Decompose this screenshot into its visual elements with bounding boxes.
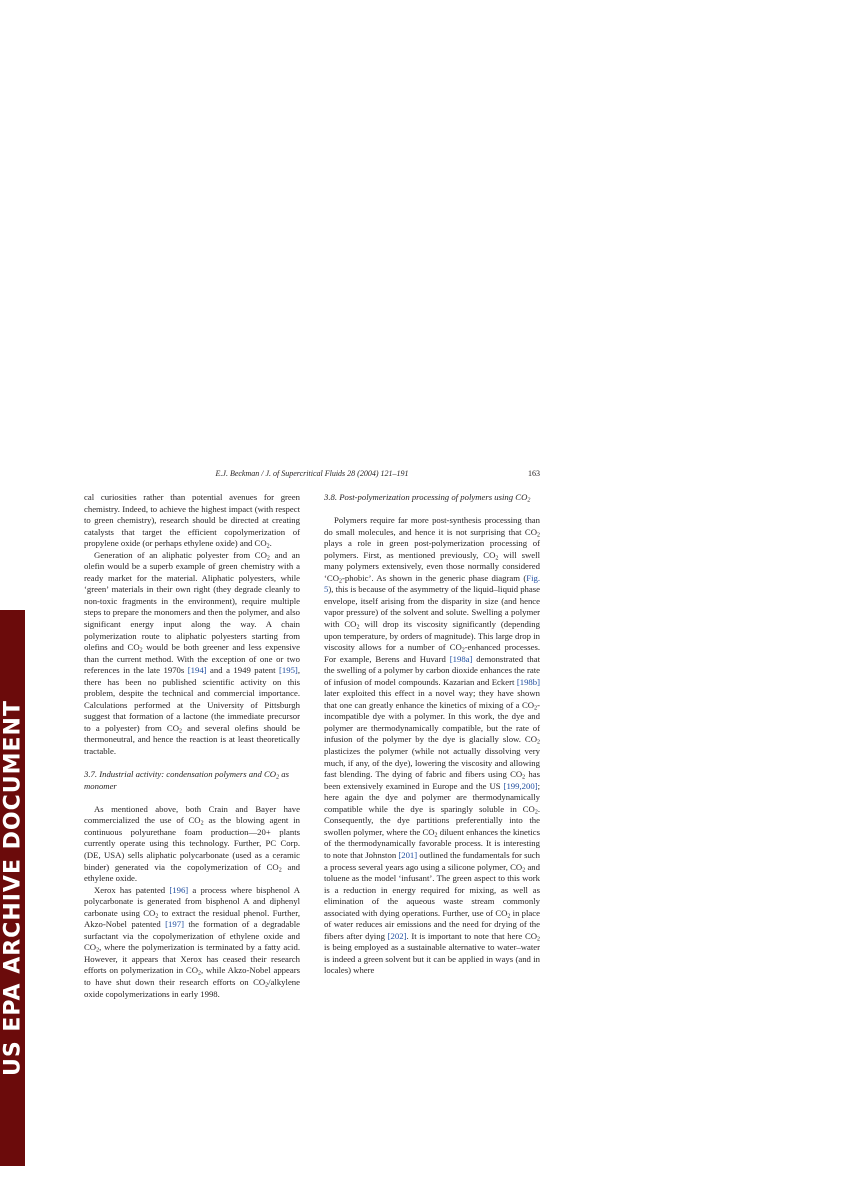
paragraph: As mentioned above, both Crain and Bayer have commercialized the use of $CO_2$ as the blowing agent in continuous polyurethane foam production—20+ plants currently operate using this technology. Further, PC Corp. (DE, USA) sells aliphatic polycarbonate (used as a ceramic binder) generated via the copolymerization of $CO_2$ and ethylene oxide. bbox=[84, 803, 301, 884]
paragraph: cal curiosities rather than potential avenues for green chemistry. Indeed, to achieve the highest impact (with respect to green chemistry), research should be directed at creating catalysts that target the efficient copolymerization of propylene oxide (or perhaps ethylene oxide) and $CO_2$. bbox=[84, 492, 300, 550]
paragraph: Xerox has patented [196] a process where bisphenol A polycarbonate is generated from bisphenol A and diphenyl carbonate using $CO_2$ to extract the residual phenol. Further, Akzo-Nobel patented [197] the formation of a degradable surfactant via the copolymerization of ethylene oxide and $CO_2$, where the polymerization is terminated by a fatty acid. However, it appears that Xerox has ceased their research efforts on polymerization in $CO_2$, while Akzo-Nobel appears to have shut down their research efforts on $CO_2$/alkylene oxide copolymerizations in early 1998. bbox=[84, 884, 300, 999]
paragraph: Polymers require far more post-synthesis processing than do small molecules, and hence it is not surprising that $CO_2$ plays a role in green post-polymerization processing of polymers. First, as mentioned previously, $CO_2$ will swell many polymers extensively, even those normally considered ‘$CO_2$-phobic’. As shown in the generic phase diagram (Fig. 5), this is because of the asymmetry of the liquid–liquid phase envelope, itself arising from the disparity in size (and hence vapor pressure) of the solvent and solute. Swelling a polymer with $CO_2$ will drop its viscosity significantly (depending upon temperature, by orders of magnitude). This large drop in viscosity allows for a number of $CO_2$-enhanced processes. For example, Berens and Huvard [198a] demonstrated that the swelling of a polymer by carbon dioxide enhances the rate of infusion of model compounds. Kazarian and Eckert [198b] later exploited this effect in a novel way; they have shown that one can greatly enhance the kinetics of mixing of a $CO_2$-incompatible dye with a polymer. In this work, the dye and polymer are thermodynamically compatible, but the rate of infusion of the polymer by the dye is glacially slow. $CO_2$ plasticizes the polymer (while not actually dissolving very much, if any, of the dye), lowering the viscosity and allowing fast blending. The dying of fabric and fibers using $CO_2$ has been extensively examined in Europe and the US [199,200]; here again the dye and polymer are thermodynamically compatible while the dye is sparingly soluble in $CO_2$. Consequently, the dye partitions preferentially into the swollen polymer, where the $CO_2$ diluent enhances the kinetics of the thermodynamically favorable process. It is interesting to note that Johnston [201] outlined the fundamentals for such a process several years ago using a silicone polymer, $CO_2$ and toluene as the model ‘infusant’. The green aspect to this work is a reduction in energy required for mixing, as well as elimination of the aqueous waste stream commonly associated with dying operations. Further, use of $CO_2$ in place of water reduces air emissions and the need for drying of the fibers after dying [202]. It is important to note that here $CO_2$ is being employed as a sustainable alternative to water–water is indeed a green solvent but it can be applied in ways (and in locales) where bbox=[324, 515, 541, 976]
paragraph: Generation of an aliphatic polyester from $CO_2$ and an olefin would be a superb example of green chemistry with a ready market for the material. Aliphatic polyesters, while ‘green’ materials in their own right (they degrade cleanly to non-toxic fragments in the environment), require multiple steps to prepare the monomers and then the polymer, and also significant energy input along the way. A chain polymerization route to aliphatic polyesters starting from olefins and $CO_2$ would be both greener and less expensive than the current method. With the exception of one or two references in the late 1970s [194] and a 1949 patent [195], there has been no published scientific activity on this problem, despite the technical and commercial importance. Calculations performed at the University of Pittsburgh suggest that formation of a lactone (the immediate precursor to a polyester) from $CO_2$ and several olefins should be thermoneutral, and hence the reaction is at least theoretically tractable. bbox=[84, 549, 301, 757]
right-column bbox=[324, 492, 540, 977]
citation-link[interactable]: [198a] bbox=[449, 653, 473, 664]
section-heading: 3.7. Industrial activity: condensation polymers and $CO_2$ as monomer bbox=[84, 769, 289, 791]
page-number: 163 bbox=[528, 469, 540, 478]
journal-citation: E.J. Beckman / J. of Supercritical Fluids 28 (2004) 121–191 bbox=[215, 469, 409, 478]
citation-link[interactable]: [199,200] bbox=[503, 780, 538, 791]
archive-banner-text: US EPA ARCHIVE DOCUMENT bbox=[0, 700, 25, 1076]
citation-link[interactable]: [195] bbox=[278, 665, 298, 676]
citation-link[interactable]: [198b] bbox=[516, 676, 540, 687]
running-head bbox=[84, 469, 540, 483]
archive-banner bbox=[0, 610, 25, 1166]
citation-link[interactable]: [196] bbox=[169, 884, 189, 895]
left-column bbox=[84, 492, 300, 1000]
citation-link[interactable]: [197] bbox=[165, 919, 184, 930]
citation-link[interactable]: [201] bbox=[398, 849, 418, 860]
citation-link[interactable]: [202] bbox=[387, 930, 407, 941]
figure-link[interactable]: Fig. 5 bbox=[324, 572, 540, 595]
citation-link[interactable]: [194] bbox=[187, 665, 207, 676]
section-heading: 3.8. Post-polymerization processing of polymers using $CO_2$ bbox=[324, 492, 531, 504]
